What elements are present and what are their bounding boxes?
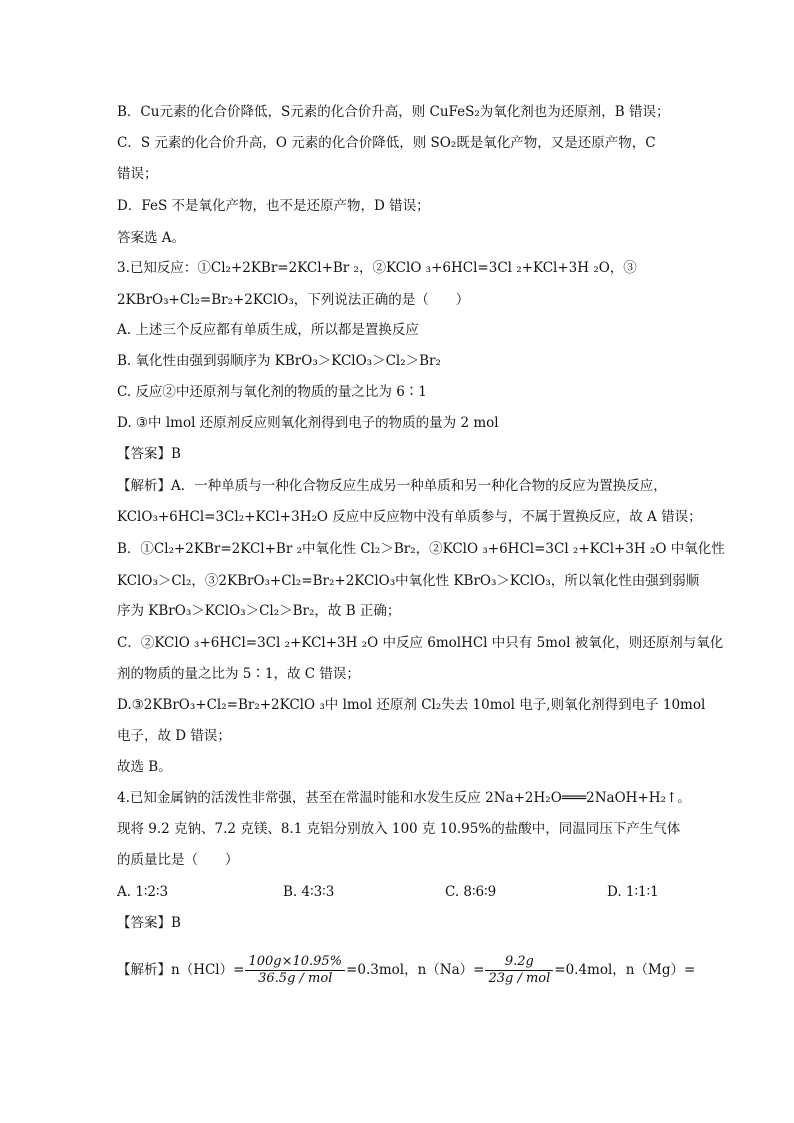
option-b: B. 氧化性由强到弱顺序为 KBrO₃＞KClO₃＞Cl₂＞Br₂ [117, 353, 441, 369]
text-line: 错误； [117, 166, 158, 182]
analysis-mid: =0.3mol，n（Na）= [346, 962, 485, 978]
fraction-denominator: 36.5g / mol [245, 970, 345, 987]
analysis-prefix: 【解析】n（HCl）= [117, 962, 245, 978]
analysis-line: 电子，故 D 错误； [117, 728, 231, 744]
question-4-stem: 4.已知金属钠的活泼性非常强，甚至在常温时能和水发生反应 2Na+2H₂O═══2NaOH+H₂↑。 [117, 790, 691, 806]
fraction-na [485, 954, 553, 987]
analysis-line: C．②KClO ₃+6HCl=3Cl ₂+KCl+3H ₂O 中反应 6molHCl 中只有 5mol 被氧化，则还原剂与氧化 [117, 635, 724, 651]
question-3-stem: 2KBrO₃+Cl₂=Br₂+2KClO₃，下列说法正确的是（ ） [117, 292, 470, 308]
analysis-formula [117, 950, 695, 990]
analysis-line: 【解析】A．一种单质与一种化合物反应生成另一种单质和另一种化合物的反应为置换反应， [117, 478, 667, 494]
question-4-stem: 的质量比是（ ） [117, 852, 239, 868]
analysis-line: D.③2KBrO₃+Cl₂=Br₂+2KClO ₃中 lmol 还原剂 Cl₂失去 10mol 电子,则氧化剂得到电子 10mol [117, 697, 706, 713]
question-3-stem: 3.已知反应：①Cl₂+2KBr=2KCl+Br ₂，②KClO ₃+6HCl=3Cl ₂+KCl+3H ₂O，③ [117, 260, 637, 276]
option-a: A. 1∶2∶3 [117, 884, 169, 900]
analysis-suffix: =0.4mol，n（Mg）= [554, 962, 696, 978]
option-c: C. 8∶6∶9 [445, 884, 497, 900]
option-a: A. 上述三个反应都有单质生成，所以都是置换反应 [117, 322, 419, 338]
analysis-line: KClO₃＞Cl₂，③2KBrO₃+Cl₂=Br₂+2KClO₃中氧化性 KBrO₃＞KClO₃，所以氧化性由强到弱顺 [117, 573, 700, 589]
analysis-line: 剂的物质的量之比为 5∶1，故 C 错误； [117, 666, 360, 682]
option-d: D. 1∶1∶1 [607, 884, 659, 900]
option-d: D. ③中 lmol 还原剂反应则氧化剂得到电子的物质的量为 2 mol [117, 415, 499, 431]
fraction-denominator: 23g / mol [485, 970, 553, 987]
question-4-stem: 现将 9.2 克钠、7.2 克镁、8.1 克铝分别放入 100 克 10.95%的盐酸中，同温同压下产生气体 [117, 821, 681, 837]
answer-label: 【答案】B [117, 446, 181, 462]
option-c: C. 反应②中还原剂与氧化剂的物质的量之比为 6∶1 [117, 384, 427, 400]
text-line: 答案选 A。 [117, 230, 186, 246]
text-line: D．FeS 不是氧化产物，也不是还原产物，D 错误； [117, 198, 430, 214]
answer-label: 【答案】B [117, 915, 181, 931]
fraction-numerator: 100g×10.95% [248, 954, 343, 969]
analysis-line: KClO₃+6HCl=3Cl₂+KCl+3H₂O 反应中反应物中没有单质参与，不属于置换反应，故 A 错误； [117, 509, 702, 525]
analysis-line: 序为 KBrO₃＞KClO₃＞Cl₂＞Br₂，故 B 正确； [117, 603, 401, 619]
option-b: B. 4∶3∶3 [283, 884, 335, 900]
fraction-numerator: 9.2g [504, 954, 534, 969]
fraction-hcl [245, 954, 345, 987]
text-line: B．Cu元素的化合价降低，S元素的化合价升高，则 CuFeS₂为氧化剂也为还原剂，B 错误； [117, 104, 670, 120]
text-line: C．S 元素的化合价升高，O 元素的化合价降低，则 SO₂既是氧化产物，又是还原产物，C [117, 135, 656, 151]
analysis-line: 故选 B。 [117, 759, 172, 775]
analysis-line: B．①Cl₂+2KBr=2KCl+Br ₂中氧化性 Cl₂＞Br₂，②KClO ₃+6HCl=3Cl ₂+KCl+3H ₂O 中氧化性 [117, 541, 725, 557]
options-row [117, 882, 677, 902]
